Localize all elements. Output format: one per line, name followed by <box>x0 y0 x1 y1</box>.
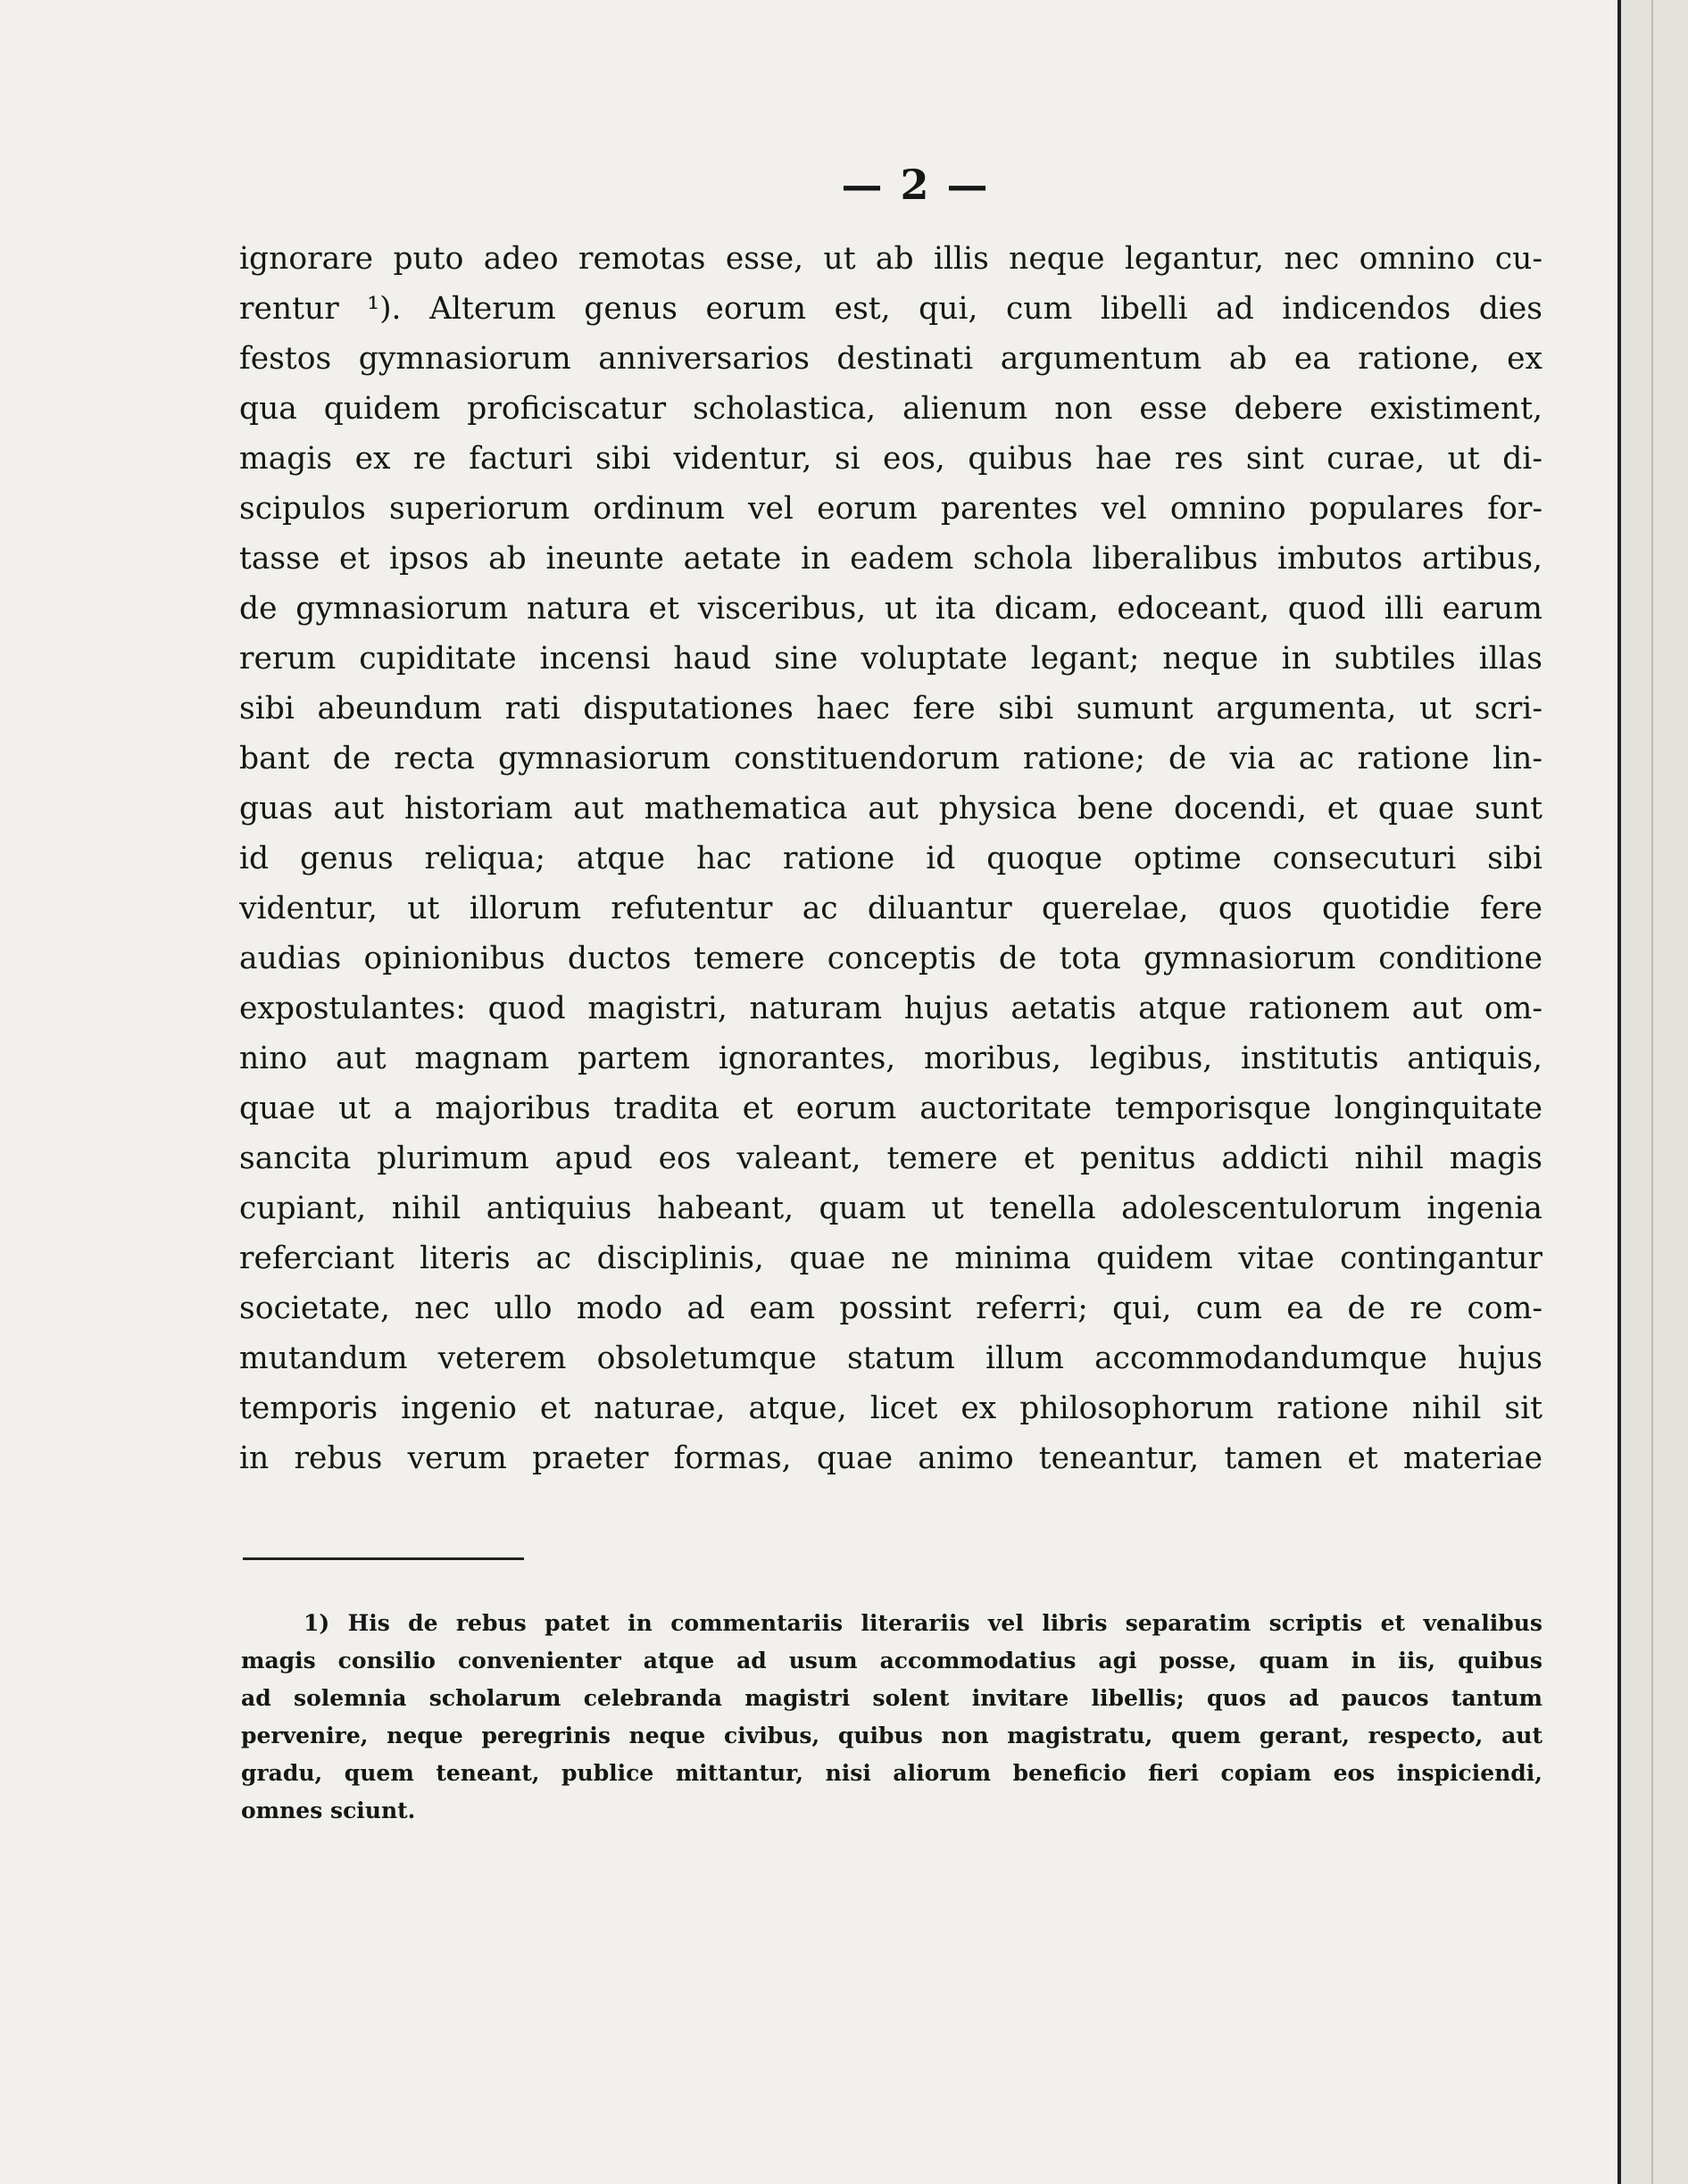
page-edge-line <box>1651 0 1653 2184</box>
text-line: tasse et ipsos ab ineunte aetate in eadem schola liberalibus imbutos artibus, <box>239 541 1542 577</box>
footnote-line: ad solemnia scholarum celebranda magistri solent invitare libellis; quos ad paucos tantum <box>241 1685 1542 1711</box>
text-line: quae ut a majoribus tradita et eorum auctoritate temporisque longinquitate <box>239 1091 1542 1126</box>
text-line: referciant literis ac disciplinis, quae ne minima quidem vitae contingantur <box>239 1241 1542 1276</box>
footnote-line: pervenire, neque peregrinis neque civibus, quibus non magistratu, quem gerant, respecto, aut <box>241 1723 1542 1748</box>
text-line: festos gymnasiorum anniversarios destinati argumentum ab ea ratione, ex <box>239 341 1542 377</box>
text-line: temporis ingenio et naturae, atque, licet ex philosophorum ratione nihil sit <box>239 1391 1542 1426</box>
text-line: rerum cupiditate incensi haud sine voluptate legant; neque in subtiles illas <box>239 641 1542 677</box>
text-line: qua quidem proficiscatur scholastica, alienum non esse debere existiment, <box>239 391 1542 427</box>
text-line: cupiant, nihil antiquius habeant, quam ut tenella adolescentulorum ingenia <box>239 1191 1542 1226</box>
text-line: sibi abeundum rati disputationes haec fere sibi sumunt argumenta, ut scri- <box>239 691 1542 727</box>
main-text-block <box>239 234 1542 1483</box>
text-line: bant de recta gymnasiorum constituendorum ratione; de via ac ratione lin- <box>239 741 1542 776</box>
text-line: rentur ¹). Alterum genus eorum est, qui, cum libelli ad indicendos dies <box>239 291 1542 327</box>
text-line: de gymnasiorum natura et visceribus, ut ita dicam, edoceant, quod illi earum <box>239 591 1542 627</box>
text-line: guas aut historiam aut mathematica aut physica bene docendi, et quae sunt <box>239 791 1542 826</box>
text-line: expostulantes: quod magistri, naturam hujus aetatis atque rationem aut om- <box>239 991 1542 1026</box>
text-line: ignorare puto adeo remotas esse, ut ab illis neque legantur, nec omnino cu- <box>239 241 1542 277</box>
text-line: sancita plurimum apud eos valeant, temere et penitus addicti nihil magis <box>239 1141 1542 1176</box>
footnote-divider <box>243 1557 524 1560</box>
text-line: videntur, ut illorum refutentur ac diluantur querelae, quos quotidie fere <box>239 891 1542 926</box>
footnote-line: omnes sciunt. <box>241 1798 416 1823</box>
page-number: — 2 — <box>841 161 990 209</box>
text-line: magis ex re facturi sibi videntur, si eos, quibus hae res sint curae, ut di- <box>239 441 1542 477</box>
text-line: societate, nec ullo modo ad eam possint referri; qui, cum ea de re com- <box>239 1291 1542 1326</box>
page-header <box>0 161 1688 209</box>
text-line: id genus reliqua; atque hac ratione id quoque optime consecuturi sibi <box>239 841 1542 876</box>
footnote-line: gradu, quem teneant, publice mittantur, nisi aliorum beneficio fieri copiam eos inspiciendi, <box>241 1760 1542 1786</box>
footnote-block <box>241 1605 1542 1830</box>
text-line: nino aut magnam partem ignorantes, moribus, legibus, institutis antiquis, <box>239 1041 1542 1076</box>
text-line: scipulos superiorum ordinum vel eorum parentes vel omnino populares for- <box>239 491 1542 527</box>
text-line: audias opinionibus ductos temere conceptis de tota gymnasiorum conditione <box>239 941 1542 976</box>
footnote-line: magis consilio convenienter atque ad usum accommodatius agi posse, quam in iis, quibus <box>241 1648 1542 1673</box>
text-line: in rebus verum praeter formas, quae animo teneantur, tamen et materiae <box>239 1441 1542 1476</box>
text-line: mutandum veterem obsoletumque statum illum accommodandumque hujus <box>239 1341 1542 1376</box>
footnote-line: 1) His de rebus patet in commentariis literariis vel libris separatim scriptis et venalibus <box>304 1610 1542 1636</box>
